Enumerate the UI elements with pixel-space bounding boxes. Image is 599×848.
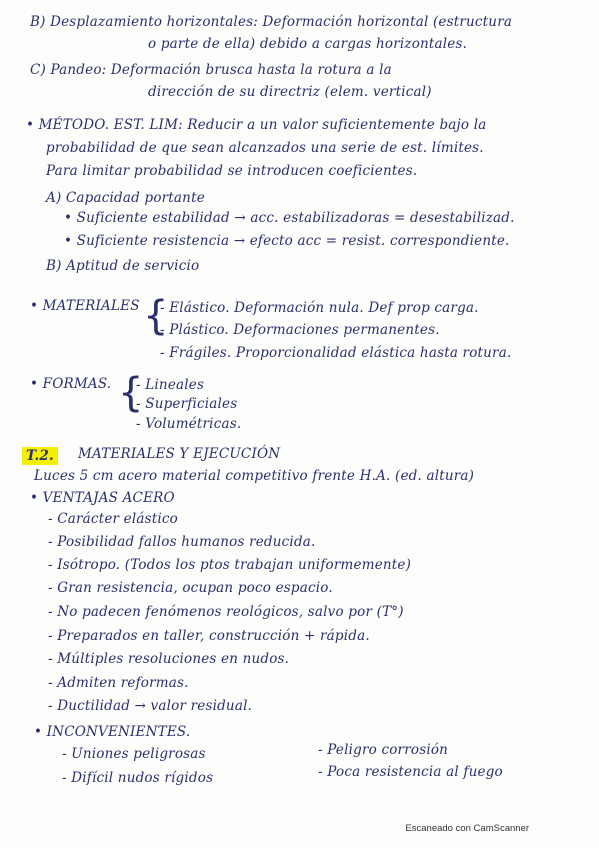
brace-icon: { bbox=[143, 293, 169, 339]
brace-icon: { bbox=[118, 370, 144, 416]
note-line: - Carácter elástico bbox=[48, 511, 178, 527]
note-line: • INCONVENIENTES. bbox=[34, 724, 191, 740]
note-line: o parte de ella) debido a cargas horizontales. bbox=[148, 36, 468, 52]
note-line: - Difícil nudos rígidos bbox=[62, 770, 214, 786]
note-line: - Preparados en taller, construcción + rápida. bbox=[48, 628, 370, 644]
note-line: - Isótropo. (Todos los ptos trabajan uniformemente) bbox=[48, 557, 412, 573]
note-line: • MÉTODO. EST. LIM: Reducir a un valor suficientemente bajo la bbox=[26, 117, 487, 133]
note-line: B) Aptitud de servicio bbox=[46, 258, 200, 274]
note-line: - Volumétricas. bbox=[136, 416, 242, 432]
note-line: - Lineales bbox=[136, 377, 205, 393]
note-line: - Admiten reformas. bbox=[48, 675, 189, 691]
note-line: Luces 5 cm acero material competitivo frente H.A. (ed. altura) bbox=[34, 468, 475, 484]
note-line: - Elástico. Deformación nula. Def prop carga. bbox=[160, 300, 479, 316]
note-line: • Suficiente resistencia → efecto acc = resist. correspondiente. bbox=[64, 233, 510, 249]
note-line: • VENTAJAS ACERO bbox=[30, 490, 175, 506]
note-line: - Ductilidad → valor residual. bbox=[48, 698, 253, 714]
note-line: B) Desplazamiento horizontales: Deformación horizontal (estructura bbox=[30, 14, 513, 30]
note-line: • FORMAS. bbox=[30, 376, 112, 392]
note-line: - Múltiples resoluciones en nudos. bbox=[48, 651, 290, 667]
note-line: dirección de su directriz (elem. vertical) bbox=[148, 84, 432, 100]
note-line: - Frágiles. Proporcionalidad elástica hasta rotura. bbox=[160, 345, 512, 361]
note-line: - Poca resistencia al fuego bbox=[318, 764, 503, 780]
note-line: - Peligro corrosión bbox=[318, 742, 449, 758]
note-line: - Uniones peligrosas bbox=[62, 746, 206, 762]
note-line: - Plástico. Deformaciones permanentes. bbox=[160, 322, 440, 338]
note-line: - No padecen fenómenos reológicos, salvo por (T°) bbox=[48, 604, 404, 620]
note-line: • Suficiente estabilidad → acc. estabilizadoras = desestabilizad. bbox=[64, 210, 515, 226]
section-title: MATERIALES Y EJECUCIÓN bbox=[78, 446, 281, 462]
note-line: probabilidad de que sean alcanzados una serie de est. límites. bbox=[46, 140, 484, 156]
scanner-watermark: Escaneado con CamScanner bbox=[405, 823, 529, 834]
note-line: A) Capacidad portante bbox=[46, 190, 205, 206]
note-line: - Superficiales bbox=[136, 396, 238, 412]
note-line: - Gran resistencia, ocupan poco espacio. bbox=[48, 580, 333, 596]
note-line: C) Pandeo: Deformación brusca hasta la rotura a la bbox=[30, 62, 392, 78]
note-line: • MATERIALES bbox=[30, 298, 140, 314]
note-line: - Posibilidad fallos humanos reducida. bbox=[48, 534, 316, 550]
section-number: T.2. bbox=[22, 448, 58, 464]
note-line: Para limitar probabilidad se introducen coeficientes. bbox=[46, 163, 418, 179]
